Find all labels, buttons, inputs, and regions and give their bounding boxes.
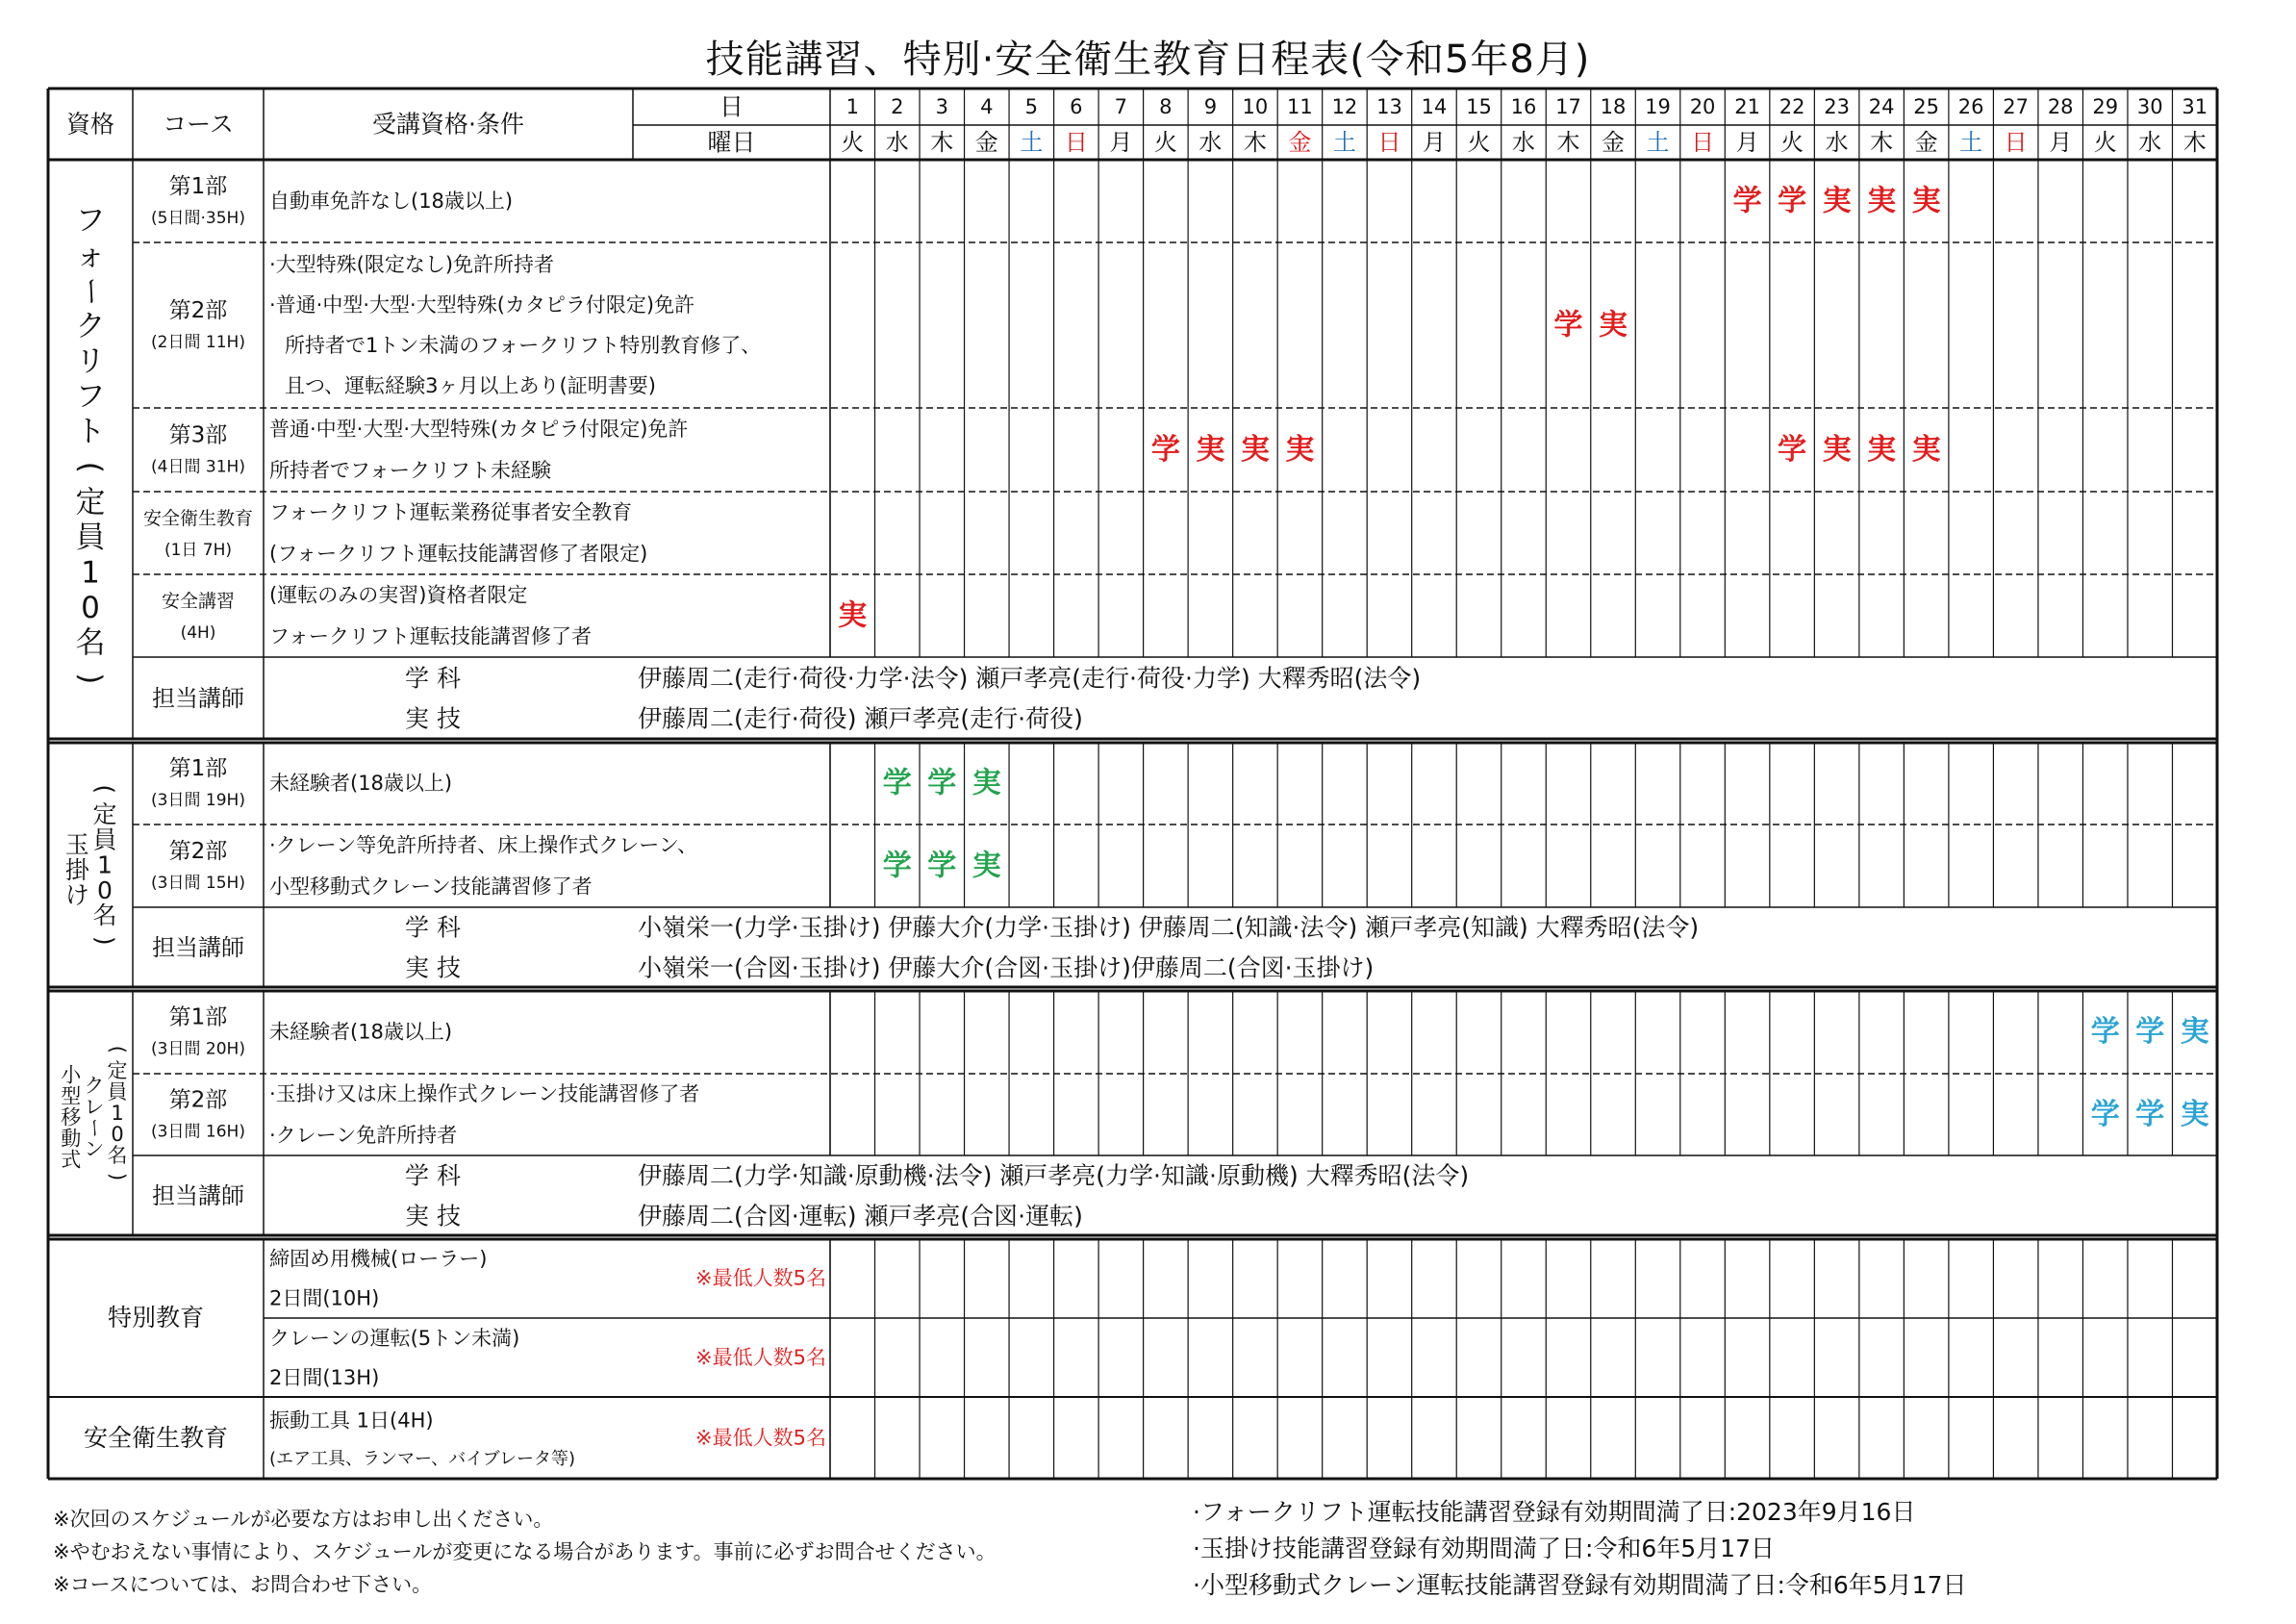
day-number: 15 <box>1466 95 1492 118</box>
vertical-char: 動 <box>61 1127 82 1151</box>
practice-label: 実 技 <box>405 953 461 982</box>
schedule-mark: 実 <box>971 766 1001 800</box>
vertical-char: 0 <box>111 1123 124 1147</box>
course-duration: (3日間 16H) <box>151 1122 245 1142</box>
schedule-mark: 学 <box>927 849 957 883</box>
day-number: 11 <box>1287 95 1313 118</box>
course-condition: (運転のみの実習)資格者限定 <box>269 583 528 607</box>
weekday-label: 日 <box>1691 129 1715 156</box>
course-duration: (4H) <box>180 623 216 643</box>
weekday-label: 土 <box>1332 129 1356 156</box>
course-condition: ·クレーン免許所持者 <box>269 1124 458 1147</box>
course-duration: (4日間 31H) <box>151 457 245 477</box>
minimum-note: ※最低人数5名 <box>695 1266 826 1290</box>
special-course-name: 締固め用機械(ローラー) <box>269 1247 488 1271</box>
day-number: 2 <box>891 95 904 118</box>
course-name: 第2部 <box>168 839 228 864</box>
weekday-label: 火 <box>1153 129 1177 156</box>
weekday-label: 水 <box>2138 129 2162 156</box>
course-condition: ·クレーン等免許所持者、床上操作式クレーン、 <box>269 833 698 857</box>
weekday-label: 金 <box>1602 129 1626 156</box>
weekday-label: 木 <box>930 129 954 156</box>
note-line: ※やむおえない事情により、スケジュールが変更になる場合があります。事前に必ずお問合せください。 <box>53 1540 997 1563</box>
vertical-char: フ <box>75 379 106 415</box>
vertical-char: リ <box>75 344 106 380</box>
day-number: 6 <box>1070 95 1083 118</box>
day-number: 4 <box>980 95 994 118</box>
course-condition: 未経験者(18歳以上) <box>269 772 453 795</box>
day-number: 17 <box>1555 95 1581 118</box>
vertical-char: 名 <box>107 1144 128 1168</box>
practice-instructors: 伊藤周二(走行·荷役) 瀬戸孝亮(走行·荷役) <box>638 704 1083 733</box>
practice-instructors: 伊藤周二(合図·運転) 瀬戸孝亮(合図·運転) <box>638 1202 1083 1231</box>
safety-course-detail: (エア工具、ランマー、バイブレータ等) <box>269 1449 576 1469</box>
page-title: 技能講習、特別·安全衛生教育日程表(令和5年8月) <box>705 38 1591 82</box>
course-condition: 且つ、運転経験3ヶ月以上あり(証明書要) <box>285 374 656 397</box>
course-condition: 所持者で1トン未満のフォークリフト特別教育修了、 <box>285 334 762 357</box>
course-condition: 普通·中型·大型·大型特殊(カタピラ付限定)免許 <box>269 418 689 441</box>
schedule-mark: 実 <box>1285 433 1315 467</box>
schedule-mark: 学 <box>1553 308 1583 343</box>
schedule-mark: 実 <box>1867 184 1897 218</box>
vertical-char: 名 <box>75 625 106 661</box>
vertical-char: け <box>64 881 89 909</box>
day-number: 5 <box>1024 95 1039 118</box>
schedule-mark: 学 <box>1732 184 1762 218</box>
vertical-char: レ <box>84 1095 105 1119</box>
course-condition: フォークリフト運転技能講習修了者 <box>269 624 592 648</box>
course-condition: ·大型特殊(限定なし)免許所持者 <box>269 253 555 276</box>
weekday-label: 木 <box>1556 129 1580 156</box>
weekday-label: 土 <box>1020 129 1044 156</box>
weekday-label: 水 <box>885 129 909 156</box>
vertical-char: ン <box>84 1137 105 1161</box>
header-weekday-label: 曜日 <box>707 128 756 157</box>
section-label-tamagake <box>65 784 119 945</box>
vertical-char: ( <box>73 461 108 473</box>
validity-note: ·小型移動式クレーン運転技能講習登録有効期間満了日:令和6年5月17日 <box>1193 1571 1967 1599</box>
special-course-duration: 2日間(13H) <box>269 1366 380 1389</box>
course-name: 第2部 <box>168 298 228 323</box>
lecture-label: 学 科 <box>405 664 461 693</box>
course-name: 第1部 <box>168 1004 228 1030</box>
day-number: 1 <box>845 95 859 118</box>
vertical-char: フ <box>75 203 106 239</box>
vertical-char: 定 <box>75 485 106 520</box>
schedule-mark: 学 <box>2090 1098 2120 1131</box>
schedule-mark: 学 <box>882 849 912 883</box>
special-course-name: クレーンの運転(5トン未満) <box>269 1327 520 1350</box>
day-number: 14 <box>1421 95 1448 118</box>
weekday-label: 木 <box>2182 129 2207 156</box>
special-education-label: 特別教育 <box>107 1304 205 1332</box>
vertical-char: ト <box>75 415 106 450</box>
lecture-instructors: 伊藤周二(力学·知識·原動機·法令) 瀬戸孝亮(力学·知識·原動機) 大釋秀昭(法令) <box>638 1161 1470 1190</box>
course-duration: (3日間 20H) <box>151 1039 245 1059</box>
weekday-label: 火 <box>1780 129 1804 156</box>
weekday-label: 金 <box>1914 129 1938 156</box>
day-number: 25 <box>1913 95 1940 118</box>
schedule-mark: 実 <box>1599 308 1628 343</box>
schedule-mark: 実 <box>2180 1015 2209 1049</box>
schedule-mark: 学 <box>882 766 912 800</box>
day-number: 8 <box>1159 95 1173 118</box>
notes-left <box>53 1503 997 1601</box>
vertical-char: 型 <box>61 1084 82 1108</box>
weekday-label: 日 <box>1064 129 1088 156</box>
course-name: 第3部 <box>168 422 228 448</box>
vertical-char: 1 <box>97 850 113 879</box>
vertical-char: 定 <box>92 800 117 828</box>
schedule-mark: 学 <box>2090 1015 2120 1049</box>
vertical-char: 員 <box>107 1079 128 1104</box>
weekday-label: 日 <box>1377 129 1401 156</box>
course-condition: フォークリフト運転業務従事者安全教育 <box>269 500 632 524</box>
vertical-char: 1 <box>81 555 100 591</box>
vertical-char: 名 <box>92 901 117 929</box>
weekday-label: 月 <box>2049 129 2073 156</box>
course-name: 第1部 <box>168 174 228 199</box>
course-name: 第2部 <box>168 1087 228 1113</box>
course-name: 安全衛生教育 <box>142 508 254 529</box>
vertical-char: 1 <box>111 1102 124 1125</box>
safety-education-label: 安全衛生教育 <box>83 1424 229 1452</box>
notes-right <box>1193 1494 1967 1604</box>
lecture-label: 学 科 <box>405 1161 461 1190</box>
vertical-char: 掛 <box>64 855 89 884</box>
weekday-label: 木 <box>1243 129 1267 156</box>
minimum-note: ※最低人数5名 <box>695 1426 826 1450</box>
practice-instructors: 小嶺栄一(合図·玉掛け) 伊藤大介(合図·玉掛け)伊藤周二(合図·玉掛け) <box>638 953 1375 982</box>
weekday-label: 日 <box>2004 129 2028 156</box>
schedule-mark: 学 <box>2135 1015 2165 1049</box>
lecture-instructors: 小嶺栄一(力学·玉掛け) 伊藤大介(力学·玉掛け) 伊藤周二(知識·法令) 瀬戸孝亮(知識) 大釋秀昭(法令) <box>638 913 1700 942</box>
validity-note: ·フォークリフト運転技能講習登録有効期間満了日:2023年9月16日 <box>1193 1498 1916 1526</box>
schedule-mark: 学 <box>1778 184 1807 218</box>
schedule-mark: 学 <box>1150 433 1180 467</box>
course-duration: (1日 7H) <box>164 541 233 560</box>
course-condition: ·普通·中型·大型·大型特殊(カタピラ付限定)免許 <box>269 293 695 317</box>
schedule-mark: 実 <box>1196 433 1225 467</box>
lecture-instructors: 伊藤周二(走行·荷役·力学·法令) 瀬戸孝亮(走行·荷役·力学) 大釋秀昭(法令) <box>638 664 1422 693</box>
day-number: 24 <box>1868 95 1895 118</box>
vertical-char: 式 <box>61 1148 82 1172</box>
day-number: 21 <box>1734 95 1760 118</box>
day-number: 9 <box>1203 95 1218 118</box>
vertical-char: ク <box>75 309 106 344</box>
schedule-mark: 実 <box>1822 184 1852 218</box>
weekday-label: 水 <box>1512 129 1535 156</box>
day-number: 27 <box>2003 95 2030 118</box>
safety-course-name: 振動工具 1日(4H) <box>269 1408 434 1433</box>
course-duration: (3日間 19H) <box>151 791 245 810</box>
course-duration: (5日間·35H) <box>151 209 245 228</box>
vertical-char: 員 <box>75 520 106 555</box>
practice-label: 実 技 <box>405 1202 461 1231</box>
minimum-note: ※最低人数5名 <box>695 1346 826 1369</box>
day-number: 12 <box>1331 95 1358 118</box>
section-label-mobile-crane <box>61 1046 129 1181</box>
section-label-forklift <box>73 204 108 685</box>
schedule-mark: 実 <box>2180 1098 2209 1131</box>
header-conditions: 受講資格·条件 <box>372 110 524 139</box>
day-number: 29 <box>2092 95 2119 118</box>
weekday-label: 月 <box>1109 129 1133 156</box>
day-number: 18 <box>1600 95 1627 118</box>
instructors-label: 担当講師 <box>152 1182 244 1209</box>
weekday-label: 火 <box>1467 129 1491 156</box>
day-number: 13 <box>1376 95 1402 118</box>
vertical-char: 小 <box>61 1063 82 1087</box>
day-number: 20 <box>1689 95 1716 118</box>
note-line: ※次回のスケジュールが必要な方はお申し出ください。 <box>53 1508 554 1531</box>
weekday-label: 火 <box>2093 129 2117 156</box>
vertical-char: 0 <box>97 875 113 904</box>
vertical-char: 0 <box>81 591 100 626</box>
header-course: コース <box>163 110 234 139</box>
day-number: 23 <box>1824 95 1850 118</box>
vertical-char: ク <box>84 1074 105 1098</box>
weekday-label: 木 <box>1870 129 1894 156</box>
day-number: 3 <box>935 95 948 118</box>
weekday-label: 火 <box>841 129 865 156</box>
vertical-char: 員 <box>92 825 117 854</box>
course-duration: (3日間 15H) <box>151 874 245 893</box>
special-course-duration: 2日間(10H) <box>269 1286 380 1310</box>
day-number: 31 <box>2182 95 2208 118</box>
vertical-char: ォ <box>75 239 106 274</box>
note-line: ※コースについては、お問合わせ下さい。 <box>53 1573 433 1596</box>
course-condition: 小型移動式クレーン技能講習修了者 <box>269 875 593 899</box>
day-number: 28 <box>2047 95 2074 118</box>
course-name: 第1部 <box>168 756 228 781</box>
instructors-label: 担当講師 <box>152 934 244 961</box>
practice-label: 実 技 <box>405 704 461 733</box>
weekday-label: 金 <box>974 129 998 156</box>
course-duration: (2日間 11H) <box>151 333 245 352</box>
schedule-mark: 学 <box>927 766 957 800</box>
vertical-char: 移 <box>61 1105 82 1129</box>
schedule-mark: 実 <box>1240 433 1270 467</box>
schedule-mark: 実 <box>1822 433 1852 467</box>
schedule-mark: 実 <box>1911 184 1941 218</box>
instructors-label: 担当講師 <box>152 685 244 712</box>
vertical-char: ー <box>82 1117 106 1138</box>
weekday-label: 土 <box>1959 129 1983 156</box>
course-condition: 自動車免許なし(18歳以上) <box>269 190 514 213</box>
vertical-char: ー <box>73 276 108 307</box>
schedule-mark: 学 <box>1778 433 1807 467</box>
weekday-label: 土 <box>1646 129 1670 156</box>
weekday-label: 月 <box>1735 129 1759 156</box>
validity-note: ·玉掛け技能講習登録有効期間満了日:令和6年5月17日 <box>1193 1535 1775 1562</box>
course-condition: 所持者でフォークリフト未経験 <box>269 459 551 482</box>
day-number: 10 <box>1242 95 1269 118</box>
course-condition: (フォークリフト運転技能講習修了者限定) <box>269 542 648 566</box>
day-number: 16 <box>1510 95 1537 118</box>
course-condition: 未経験者(18歳以上) <box>269 1020 453 1044</box>
weekday-label: 水 <box>1825 129 1849 156</box>
course-condition: ·玉掛け又は床上操作式クレーン技能講習修了者 <box>269 1082 700 1105</box>
vertical-char: ) <box>73 672 108 685</box>
vertical-char: ) <box>106 1173 129 1181</box>
day-number: 19 <box>1645 95 1671 118</box>
schedule-mark: 学 <box>2135 1098 2165 1131</box>
weekday-label: 金 <box>1288 129 1312 156</box>
weekday-label: 月 <box>1422 129 1446 156</box>
course-name: 安全講習 <box>161 591 236 612</box>
day-number: 7 <box>1114 95 1128 118</box>
weekday-label: 水 <box>1198 129 1223 156</box>
vertical-char: 定 <box>107 1058 128 1082</box>
schedule-mark: 実 <box>1911 433 1941 467</box>
day-number: 30 <box>2136 95 2163 118</box>
schedule-mark: 実 <box>971 849 1001 883</box>
lecture-label: 学 科 <box>405 913 461 942</box>
vertical-char: 玉 <box>64 830 89 859</box>
vertical-char: ( <box>90 784 119 795</box>
day-number: 22 <box>1779 95 1805 118</box>
schedule-mark: 実 <box>838 598 868 633</box>
header-qualification: 資格 <box>65 110 115 139</box>
header-day-label: 日 <box>719 92 744 121</box>
day-number: 26 <box>1957 95 1984 118</box>
vertical-char: ) <box>90 935 119 946</box>
schedule-mark: 実 <box>1867 433 1897 467</box>
vertical-char: ( <box>106 1045 129 1053</box>
